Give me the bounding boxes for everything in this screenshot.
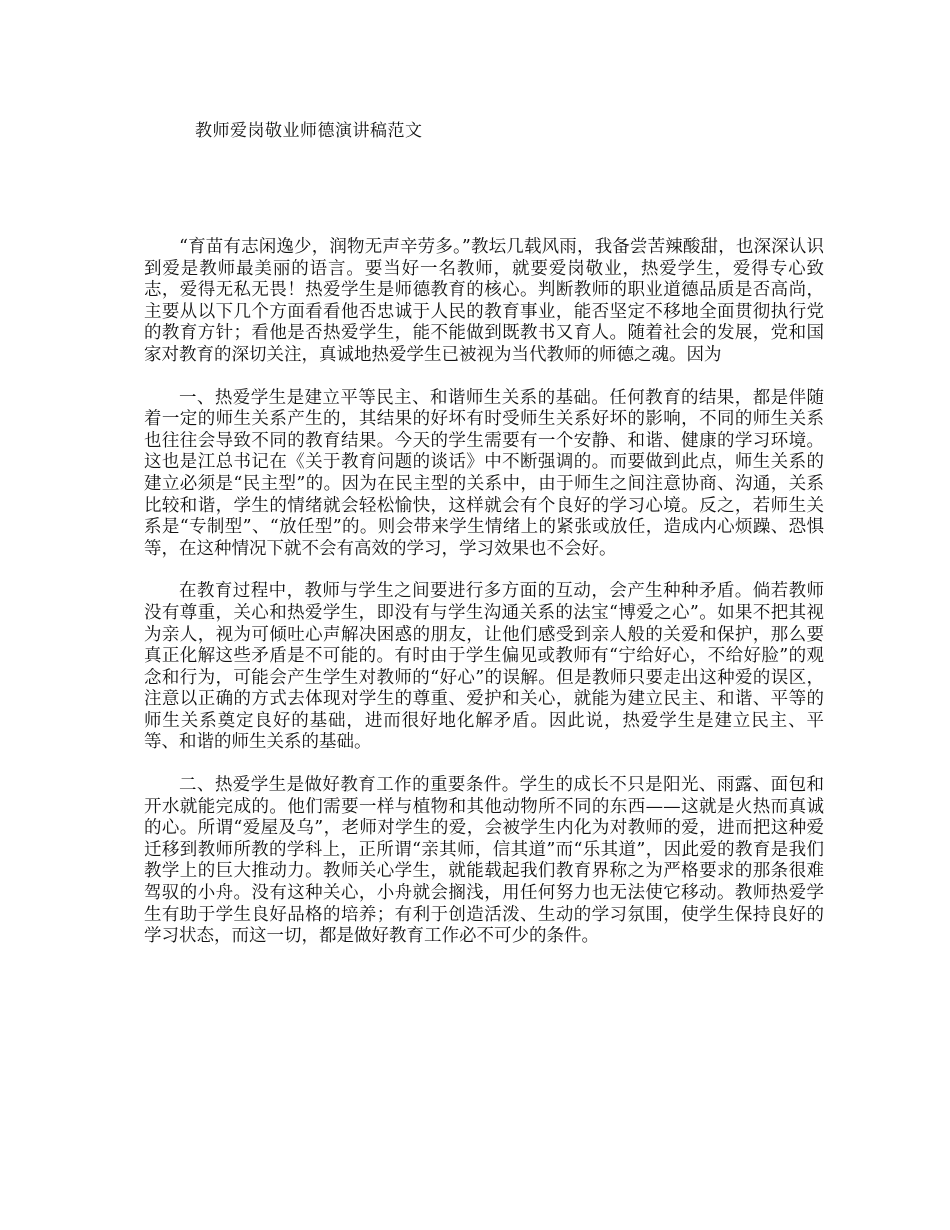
document-title: 教师爱岗敬业师德演讲稿范文 [195, 121, 423, 141]
paragraph-education-process: 在教育过程中，教师与学生之间要进行多方面的互动，会产生种种矛盾。倘若教师没有尊重，关心和热爱学生，即没有与学生沟通关系的法宝“博爱之心”。如果不把其视为亲人，视为可倾吐心声解决困惑的朋友，让他们感受到亲人般的关爱和保护，那么要真正化解这些矛盾是不可能的。有时由于学生偏见或教师有“宁给好心，不给好脸”的观念和行为，可能会产生学生对教师的“好心”的误解。但是教师只要走出这种爱的误区，注意以正确的方式去体现对学生的尊重、爱护和关心，就能为建立民主、和谐、平等的师生关系奠定良好的基础，进而很好地化解矛盾。因此说，热爱学生是建立民主、平等、和谐的师生关系的基础。 [144, 581, 824, 753]
paragraph-intro: “育苗有志闲逸少，润物无声辛劳多。”教坛几载风雨，我备尝苦辣酸甜，也深深认识到爱是教师最美丽的语言。要当好一名教师，就要爱岗敬业，热爱学生，爱得专心致志，爱得无私无畏！热爱学生是师德教育的核心。判断教师的职业道德品质是否高尚，主要从以下几个方面看看他否忠诚于人民的教育事业，能否坚定不移地全面贯彻执行党的教育方针；看他是否热爱学生，能不能做到既教书又育人。随着社会的发展，党和国家对教育的深切关注，真诚地热爱学生已被视为当代教师的师德之魂。因为 [144, 237, 824, 365]
document-body [144, 237, 824, 969]
paragraph-point-one: 一、热爱学生是建立平等民主、和谐师生关系的基础。任何教育的结果，都是伴随着一定的师生关系产生的，其结果的好坏有时受师生关系好坏的影响，不同的师生关系也往往会导致不同的教育结果。今天的学生需要有一个安静、和谐、健康的学习环境。这也是江总书记在《关于教育问题的谈话》中不断强调的。而要做到此点，师生关系的建立必须是“民主型”的。因为在民主型的关系中，由于师生之间注意协商、沟通，关系比较和谐，学生的情绪就会轻松愉快，这样就会有个良好的学习心境。反之，若师生关系是“专制型”、“放任型”的。则会带来学生情绪上的紧张或放任，造成内心烦躁、恐惧等，在这种情况下就不会有高效的学习，学习效果也不会好。 [144, 387, 824, 559]
paragraph-point-two: 二、热爱学生是做好教育工作的重要条件。学生的成长不只是阳光、雨露、面包和开水就能完成的。他们需要一样与植物和其他动物所不同的东西——这就是火热而真诚的心。所谓“爱屋及乌”，老师对学生的爱，会被学生内化为对教师的爱，进而把这种爱迁移到教师所教的学科上，正所谓“亲其师，信其道”而“乐其道”，因此爱的教育是我们教学上的巨大推动力。教师关心学生，就能载起我们教育界称之为严格要求的那条很难驾驭的小舟。没有这种关心，小舟就会搁浅，用任何努力也无法使它移动。教师热爱学生有助于学生良好品格的培养；有利于创造活泼、生动的学习氛围，使学生保持良好的学习状态，而这一切，都是做好教育工作必不可少的条件。 [144, 775, 824, 947]
